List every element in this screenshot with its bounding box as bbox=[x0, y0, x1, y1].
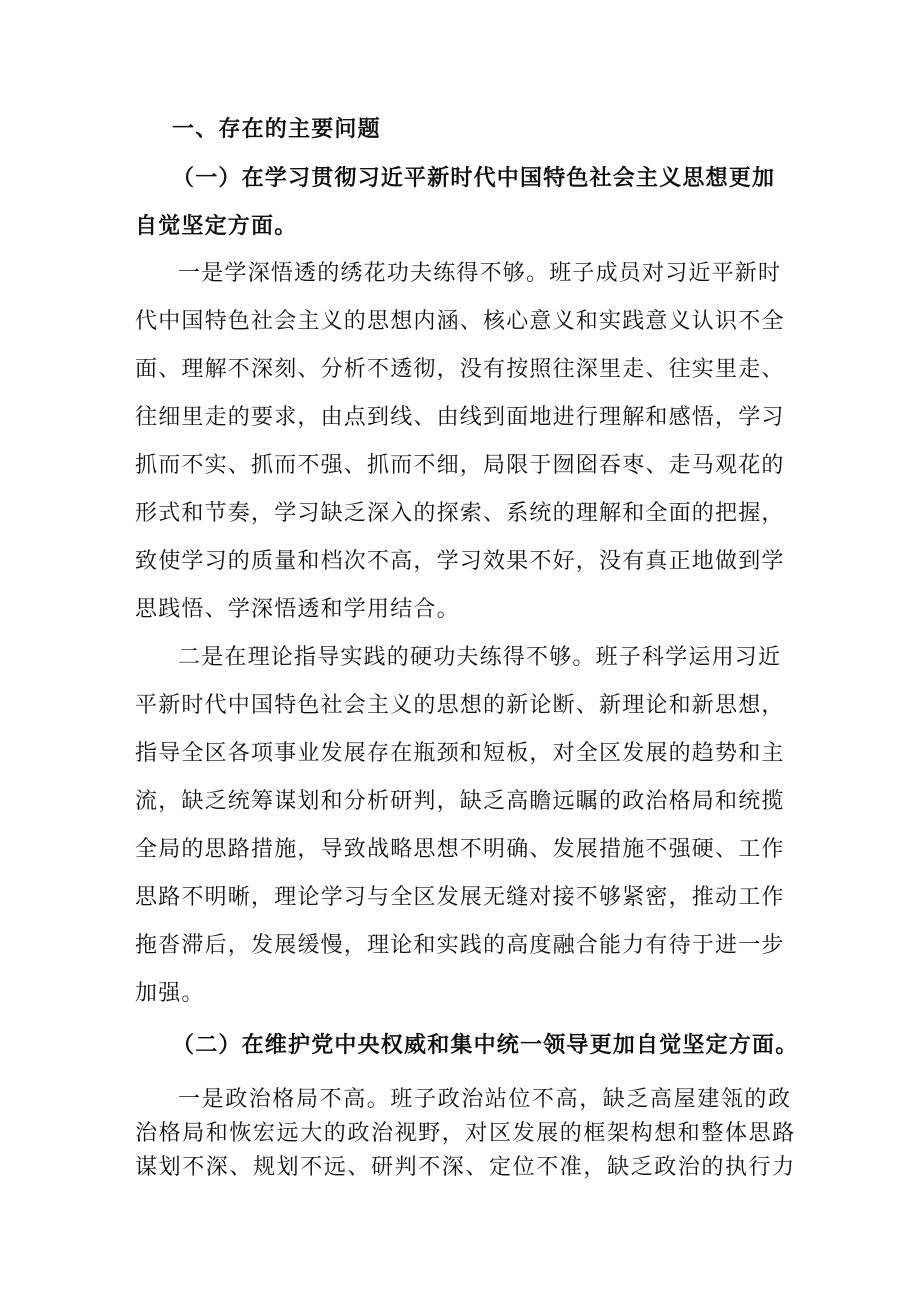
paragraph-2-line: 加强。 bbox=[135, 981, 205, 1006]
paragraph-2-line: 思路不明晰，理论学习与全区发展无缝对接不够紧密，推动工作 bbox=[135, 885, 785, 910]
paragraph-1-line: 抓而不实、抓而不强、抓而不细，局限于囫囵吞枣、走马观花的 bbox=[135, 453, 785, 478]
paragraph-1-line: 代中国特色社会主义的思想内涵、核心意义和实践意义认识不全 bbox=[135, 309, 785, 334]
paragraph-2-line: 拖沓滞后，发展缓慢，理论和实践的高度融合能力有待于进一步 bbox=[135, 933, 785, 958]
paragraph-2-line: 二是在理论指导实践的硬功夫练得不够。班子科学运用习近 bbox=[178, 645, 782, 670]
paragraph-1-line: 面、理解不深刻、分析不透彻，没有按照往深里走、往实里走、 bbox=[135, 357, 785, 382]
paragraph-1-line: 致使学习的质量和档次不高，学习效果不好，没有真正地做到学 bbox=[135, 549, 785, 574]
subsection-title-1-line-2: 自觉坚定方面。 bbox=[135, 213, 298, 239]
paragraph-1-line: 形式和节奏，学习缺乏深入的探索、系统的理解和全面的把握， bbox=[135, 501, 785, 526]
paragraph-1-line: 往细里走的要求，由点到线、由线到面地进行理解和感悟，学习 bbox=[135, 405, 785, 430]
paragraph-2-line: 指导全区各项事业发展存在瓶颈和短板，对全区发展的趋势和主 bbox=[135, 741, 785, 766]
subsection-title-2: （二）在维护党中央权威和集中统一领导更加自觉坚定方面。 bbox=[172, 1032, 799, 1058]
paragraph-1-line: 一是学深悟透的绣花功夫练得不够。班子成员对习近平新时 bbox=[178, 261, 782, 286]
paragraph-2-line: 流，缺乏统筹谋划和分析研判，缺乏高瞻远瞩的政治格局和统揽 bbox=[135, 789, 785, 814]
section-title: 一、存在的主要问题 bbox=[172, 116, 381, 142]
paragraph-3-line: 谋划不深、规划不远、研判不深、定位不准，缺乏政治的执行力 bbox=[135, 1155, 796, 1180]
paragraph-2-line: 全局的思路措施，导致战略思想不明确、发展措施不强硬、工作 bbox=[135, 837, 785, 862]
subsection-title-1-line-1: （一）在学习贯彻习近平新时代中国特色社会主义思想更加 bbox=[172, 165, 776, 191]
paragraph-1-line: 思践悟、学深悟透和学用结合。 bbox=[135, 597, 460, 622]
paragraph-3-line: 治格局和恢宏远大的政治视野，对区发展的框架构想和整体思路 bbox=[135, 1121, 796, 1146]
paragraph-3-line: 一是政治格局不高。班子政治站位不高，缺乏高屋建瓴的政 bbox=[178, 1087, 792, 1112]
paragraph-2-line: 平新时代中国特色社会主义的思想的新论断、新理论和新思想， bbox=[135, 693, 785, 718]
